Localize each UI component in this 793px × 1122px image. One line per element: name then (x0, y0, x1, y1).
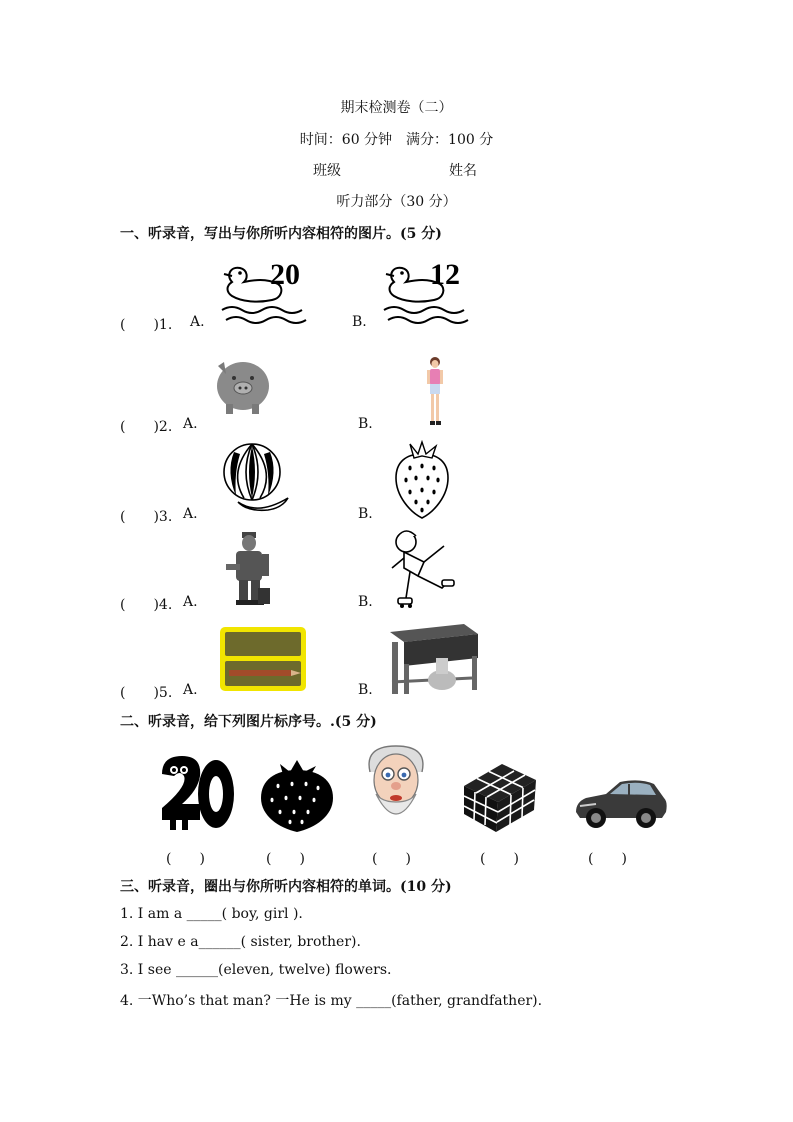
q2-option-a-label: A. (183, 416, 198, 432)
svg-text:12: 12 (430, 258, 460, 291)
q3-option-b-label: B. (358, 506, 373, 522)
boy-skating-icon (388, 528, 456, 610)
car-icon (572, 772, 668, 832)
picture-2-blank[interactable]: ( ) (266, 851, 305, 867)
name-label: 姓名 (449, 163, 477, 179)
section3-heading: 三、听录音，圈出与你所听内容相符的单词。(10 分) (120, 879, 452, 895)
watermelon-icon (220, 440, 294, 514)
duck-12-icon (382, 252, 472, 330)
pig-icon (212, 352, 274, 416)
q3-number: ( )3. (120, 509, 173, 525)
man-icon (224, 530, 272, 608)
q2-option-b-label: B. (358, 416, 373, 432)
svg-text:20: 20 (270, 258, 300, 291)
rubiks-cube-icon (460, 760, 540, 834)
q3-option-a-label: A. (183, 506, 198, 522)
time-score-line: 时间：60 分钟 满分：100 分 (299, 132, 494, 148)
listening-part-title: 听力部分（30 分） (336, 194, 457, 210)
grandfather-icon (362, 742, 430, 828)
picture-1-blank[interactable]: ( ) (166, 851, 205, 867)
strawberry-black-icon (258, 758, 336, 834)
picture-4-blank[interactable]: ( ) (480, 851, 519, 867)
q4-option-b-label: B. (358, 594, 373, 610)
q1-option-b-label: B. (352, 314, 367, 330)
number-20-icon (152, 754, 236, 834)
duck-20-icon (220, 252, 310, 330)
q2-number: ( )2. (120, 419, 173, 435)
girl-icon (424, 355, 446, 429)
q4-option-a-label: A. (183, 594, 198, 610)
section3-item-4: 4. 一Who’s that man? 一He is my _____(father, grandfather). (120, 993, 543, 1009)
section3-item-2: 2. I hav e a______( sister, brother). (120, 934, 361, 950)
section3-item-1: 1. I am a _____( boy, girl ). (120, 906, 303, 922)
section3-item-3: 3. I see ______(eleven, twelve) flowers. (120, 962, 392, 978)
section1-heading: 一、听录音，写出与你所听内容相符的图片。(5 分) (120, 226, 442, 242)
strawberry-icon (394, 440, 450, 520)
class-label: 班级 (313, 163, 341, 179)
picture-3-blank[interactable]: ( ) (372, 851, 411, 867)
q1-option-a-label: A. (190, 314, 205, 330)
page-title: 期末检测卷（二） (340, 100, 453, 116)
q5-number: ( )5. (120, 685, 173, 701)
picture-5-blank[interactable]: ( ) (588, 851, 627, 867)
q4-number: ( )4. (120, 597, 173, 613)
desk-icon (384, 620, 482, 696)
q5-option-b-label: B. (358, 682, 373, 698)
pencil-box-icon (219, 626, 307, 692)
q5-option-a-label: A. (183, 682, 198, 698)
q1-number: ( )1. (120, 317, 173, 333)
section2-heading: 二、听录音，给下列图片标序号。.(5 分) (120, 714, 377, 730)
